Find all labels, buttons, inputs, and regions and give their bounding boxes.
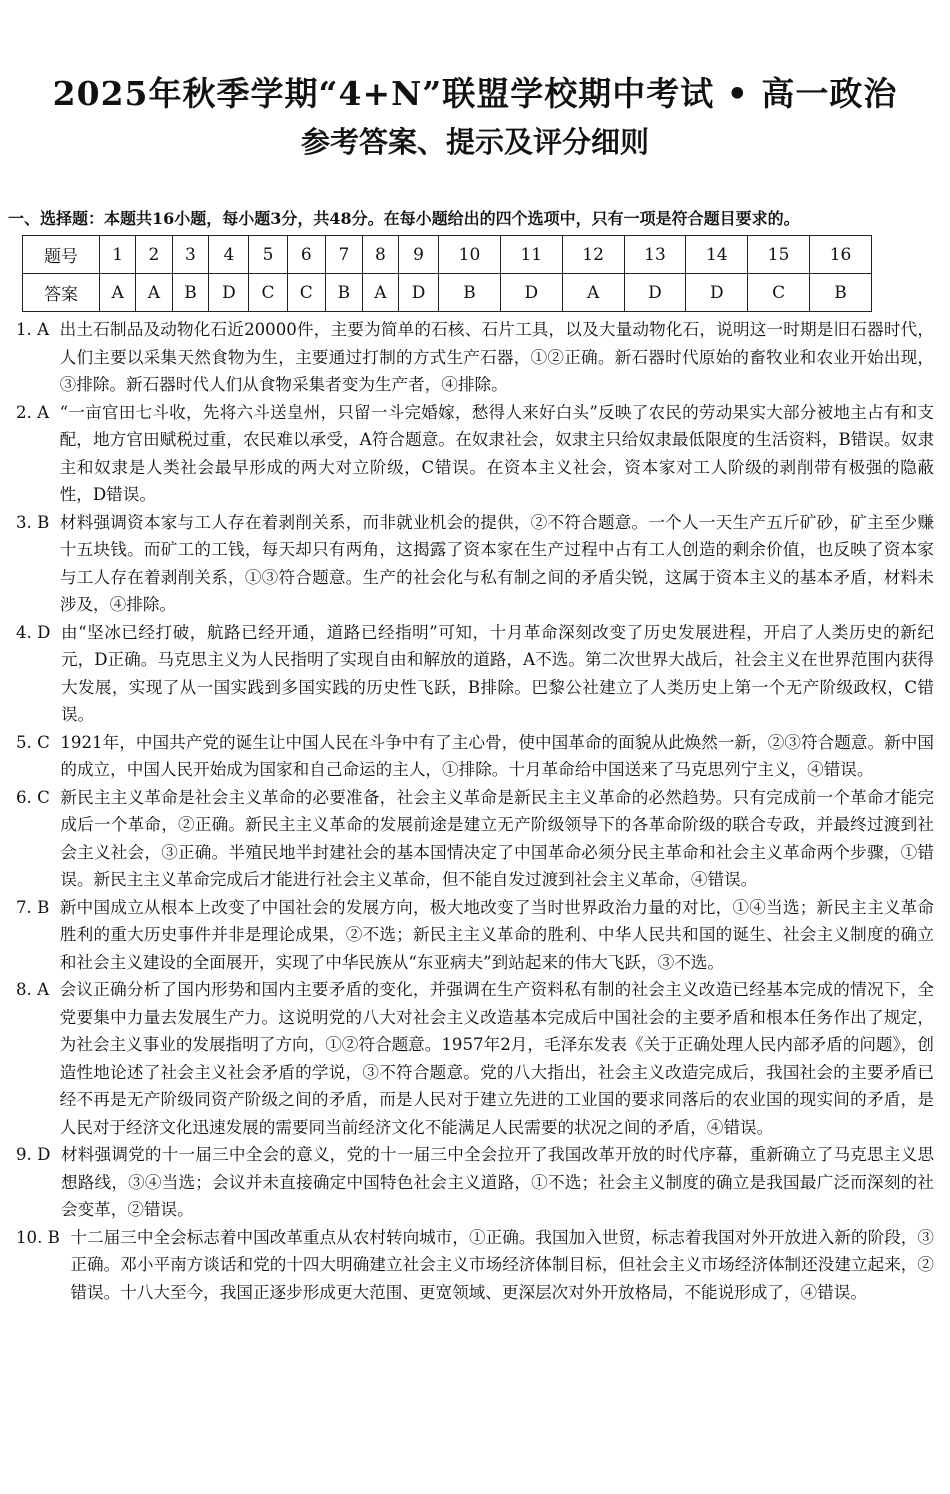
answer-cell: D	[500, 274, 562, 312]
row-label-answer: 答案	[23, 274, 100, 312]
explanation-text: 出土石制品及动物化石近20000件，主要为简单的石核、石片工具，以及大量动物化石，说明这一时期是旧石器时代，人们主要以采集天然食物为生，主要通过打制的方式生产石器，①②正确。新石器时代原始的畜牧业和农业开始出现，③排除。新石器时代人们从食物采集者变为生产者，④排除。	[59, 320, 934, 394]
explanation-number: 5. C	[16, 732, 61, 752]
question-number: 16	[810, 236, 872, 274]
question-number: 15	[748, 236, 810, 274]
question-number: 6	[287, 236, 325, 274]
answer-cell: A	[562, 274, 624, 312]
question-number: 10	[439, 236, 501, 274]
question-number: 8	[362, 236, 398, 274]
question-number: 3	[172, 236, 209, 274]
explanation-text: 1921年，中国共产党的诞生让中国人民在斗争中有了主心骨，使中国革命的面貌从此焕然一新，②③符合题意。新中国的成立，中国人民开始成为国家和自己命运的主人，①排除。十月革命给中国送来了马克思列宁主义，④错误。	[60, 732, 934, 779]
explanation-number: 7. B	[16, 897, 60, 917]
explanation-item	[16, 894, 934, 977]
answer-table-number-row	[23, 236, 872, 274]
answer-cell: B	[172, 274, 209, 312]
explanation-number: 6. C	[16, 787, 61, 807]
explanation-text: “一亩官田七斗收，先将六斗送皇州，只留一斗完婚嫁，愁得人来好白头”反映了农民的劳动果实大部分被地主占有和支配，地方官田赋税过重，农民难以承受，A符合题意。在奴隶社会，奴隶主只给奴隶最低限度的生活资料，B错误。奴隶主和奴隶是人类社会最早形成的两大对立阶级，C错误。在资本主义社会，资本家对工人阶级的剥削带有极强的隐蔽性，D错误。	[59, 402, 934, 504]
page-title: 2025年秋季学期“4+N”联盟学校期中考试 • 高一政治	[52, 74, 898, 113]
explanation-text: 新中国成立从根本上改变了中国社会的发展方向，极大地改变了当时世界政治力量的对比，①④当选；新民主主义革命胜利的重大历史事件并非是理论成果，②不选；新民主主义革命的胜利、中华人民共和国的诞生、社会主义制度的确立和社会主义建设的全面展开，实现了中华民族从“东亚病夫”到站起来的伟大飞跃，③不选。	[59, 897, 934, 972]
question-number: 5	[249, 236, 287, 274]
answer-cell: B	[325, 274, 362, 312]
explanation-item	[16, 1224, 934, 1307]
explanation-text: 新民主主义革命是社会主义革命的必要准备，社会主义革命是新民主主义革命的必然趋势。只有完成前一个革命才能完成后一个革命，②正确。新民主主义革命的发展前途是建立无产阶级领导下的各革命阶级的联合专政，并最终过渡到社会主义社会，③正确。半殖民地半封建社会的基本国情决定了中国革命必须分民主革命和社会主义革命两个步骤，①错误。新民主主义革命完成后才能进行社会主义革命，但不能自发过渡到社会主义革命，④错误。	[60, 787, 934, 889]
question-number: 12	[562, 236, 624, 274]
explanation-text: 由“坚冰已经打破，航路已经开通，道路已经指明”可知，十月革命深刻改变了历史发展进程，开启了人类历史的新纪元，D正确。马克思主义为人民指明了实现自由和解放的道路，A不选。第二次世界大战后，社会主义在世界范围内获得大发展，实现了从一国实践到多国实践的历史性飞跃，B排除。巴黎公社建立了人类历史上第一个无产阶级政权，C错误。	[60, 622, 934, 724]
explanation-item	[16, 399, 934, 509]
answer-cell: C	[748, 274, 810, 312]
answer-cell: D	[624, 274, 686, 312]
explanation-text: 会议正确分析了国内形势和国内主要矛盾的变化，并强调在生产资料私有制的社会主义改造已经基本完成的情况下，全党要集中力量去发展生产力。这说明党的八大对社会主义改造基本完成后中国社会的主要矛盾和根本任务作出了规定，为社会主义事业的发展指明了方向，①②符合题意。1957年2月，毛泽东发表《关于正确处理人民内部矛盾的问题》，创造性地论述了社会主义社会矛盾的学说，③不符合题意。党的八大指出，社会主义改造完成后，我国社会的主要矛盾已经不再是无产阶级同资产阶级之间的矛盾，而是人民对于建立先进的工业国的要求同落后的农业国的现实间的矛盾，是人民对于经济文化迅速发展的需要同当前经济文化不能满足人民需要的状况之间的矛盾，④错误。	[59, 980, 934, 1137]
question-number: 14	[686, 236, 748, 274]
explanation-text: 十二届三中全会标志着中国改革重点从农村转向城市，①正确。我国加入世贸，标志着我国对外开放进入新的阶段，③正确。邓小平南方谈话和党的十四大明确建立社会主义市场经济体制目标，但社会主义市场经济体制还没建立起来，②错误。十八大至今，我国正逐步形成更大范围、更宽领域、更深层次对外开放格局，不能说形成了，④错误。	[70, 1227, 934, 1302]
question-number: 1	[100, 236, 136, 274]
explanation-item	[16, 729, 934, 784]
answer-cell: A	[136, 274, 172, 312]
explanation-number: 10. B	[16, 1227, 71, 1247]
row-label-number: 题号	[23, 236, 100, 274]
explanation-item	[16, 976, 934, 1141]
explanation-number: 8. A	[16, 980, 60, 999]
answer-cell: B	[810, 274, 872, 312]
explanation-text: 材料强调党的十一届三中全会的意义，党的十一届三中全会拉开了我国改革开放的时代序幕，重新确立了马克思主义思想路线，③④当选；会议并未直接确定中国特色社会主义道路，①不选；社会主义制度的确立是我国最广泛而深刻的社会变革，②错误。	[60, 1145, 934, 1219]
answer-cell: D	[686, 274, 748, 312]
explanation-number: 1. A	[16, 320, 60, 339]
answer-cell: A	[362, 274, 398, 312]
question-number: 2	[136, 236, 172, 274]
question-number: 13	[624, 236, 686, 274]
explanation-item	[16, 509, 934, 619]
answer-cell: D	[209, 274, 249, 312]
explanation-list	[16, 316, 934, 1306]
answer-cell: D	[399, 274, 439, 312]
explanation-number: 3. B	[16, 512, 60, 532]
answer-cell: C	[249, 274, 287, 312]
explanation-item	[16, 316, 934, 399]
explanation-number: 2. A	[16, 402, 60, 422]
explanation-item	[16, 1141, 934, 1224]
question-number: 4	[209, 236, 249, 274]
answer-cell: C	[287, 274, 325, 312]
page-subtitle: 参考答案、提示及评分细则	[300, 125, 649, 159]
answer-table-answer-row	[23, 274, 872, 312]
question-number: 9	[399, 236, 439, 274]
question-number: 11	[500, 236, 562, 274]
explanation-text: 材料强调资本家与工人存在着剥削关系，而非就业机会的提供，②不符合题意。一个人一天生产五斤矿砂，矿主至少赚十五块钱。而矿工的工钱，每天却只有两角，这揭露了资本家在生产过程中占有工人创造的剩余价值，也反映了资本家与工人存在着剥削关系，①③符合题意。生产的社会化与私有制之间的矛盾尖锐，这属于资本主义的基本矛盾，材料未涉及，④排除。	[59, 512, 934, 614]
answer-cell: A	[100, 274, 136, 312]
explanation-number: 4. D	[16, 622, 61, 642]
section-heading: 一、选择题：本题共16小题，每小题3分，共48分。在每小题给出的四个选项中，只有一项是符合题目要求的。	[8, 209, 800, 228]
question-number: 7	[325, 236, 362, 274]
answer-cell: B	[439, 274, 501, 312]
explanation-number: 9. D	[16, 1145, 61, 1164]
answer-table	[22, 235, 872, 312]
explanation-item	[16, 619, 934, 729]
explanation-item	[16, 784, 934, 894]
